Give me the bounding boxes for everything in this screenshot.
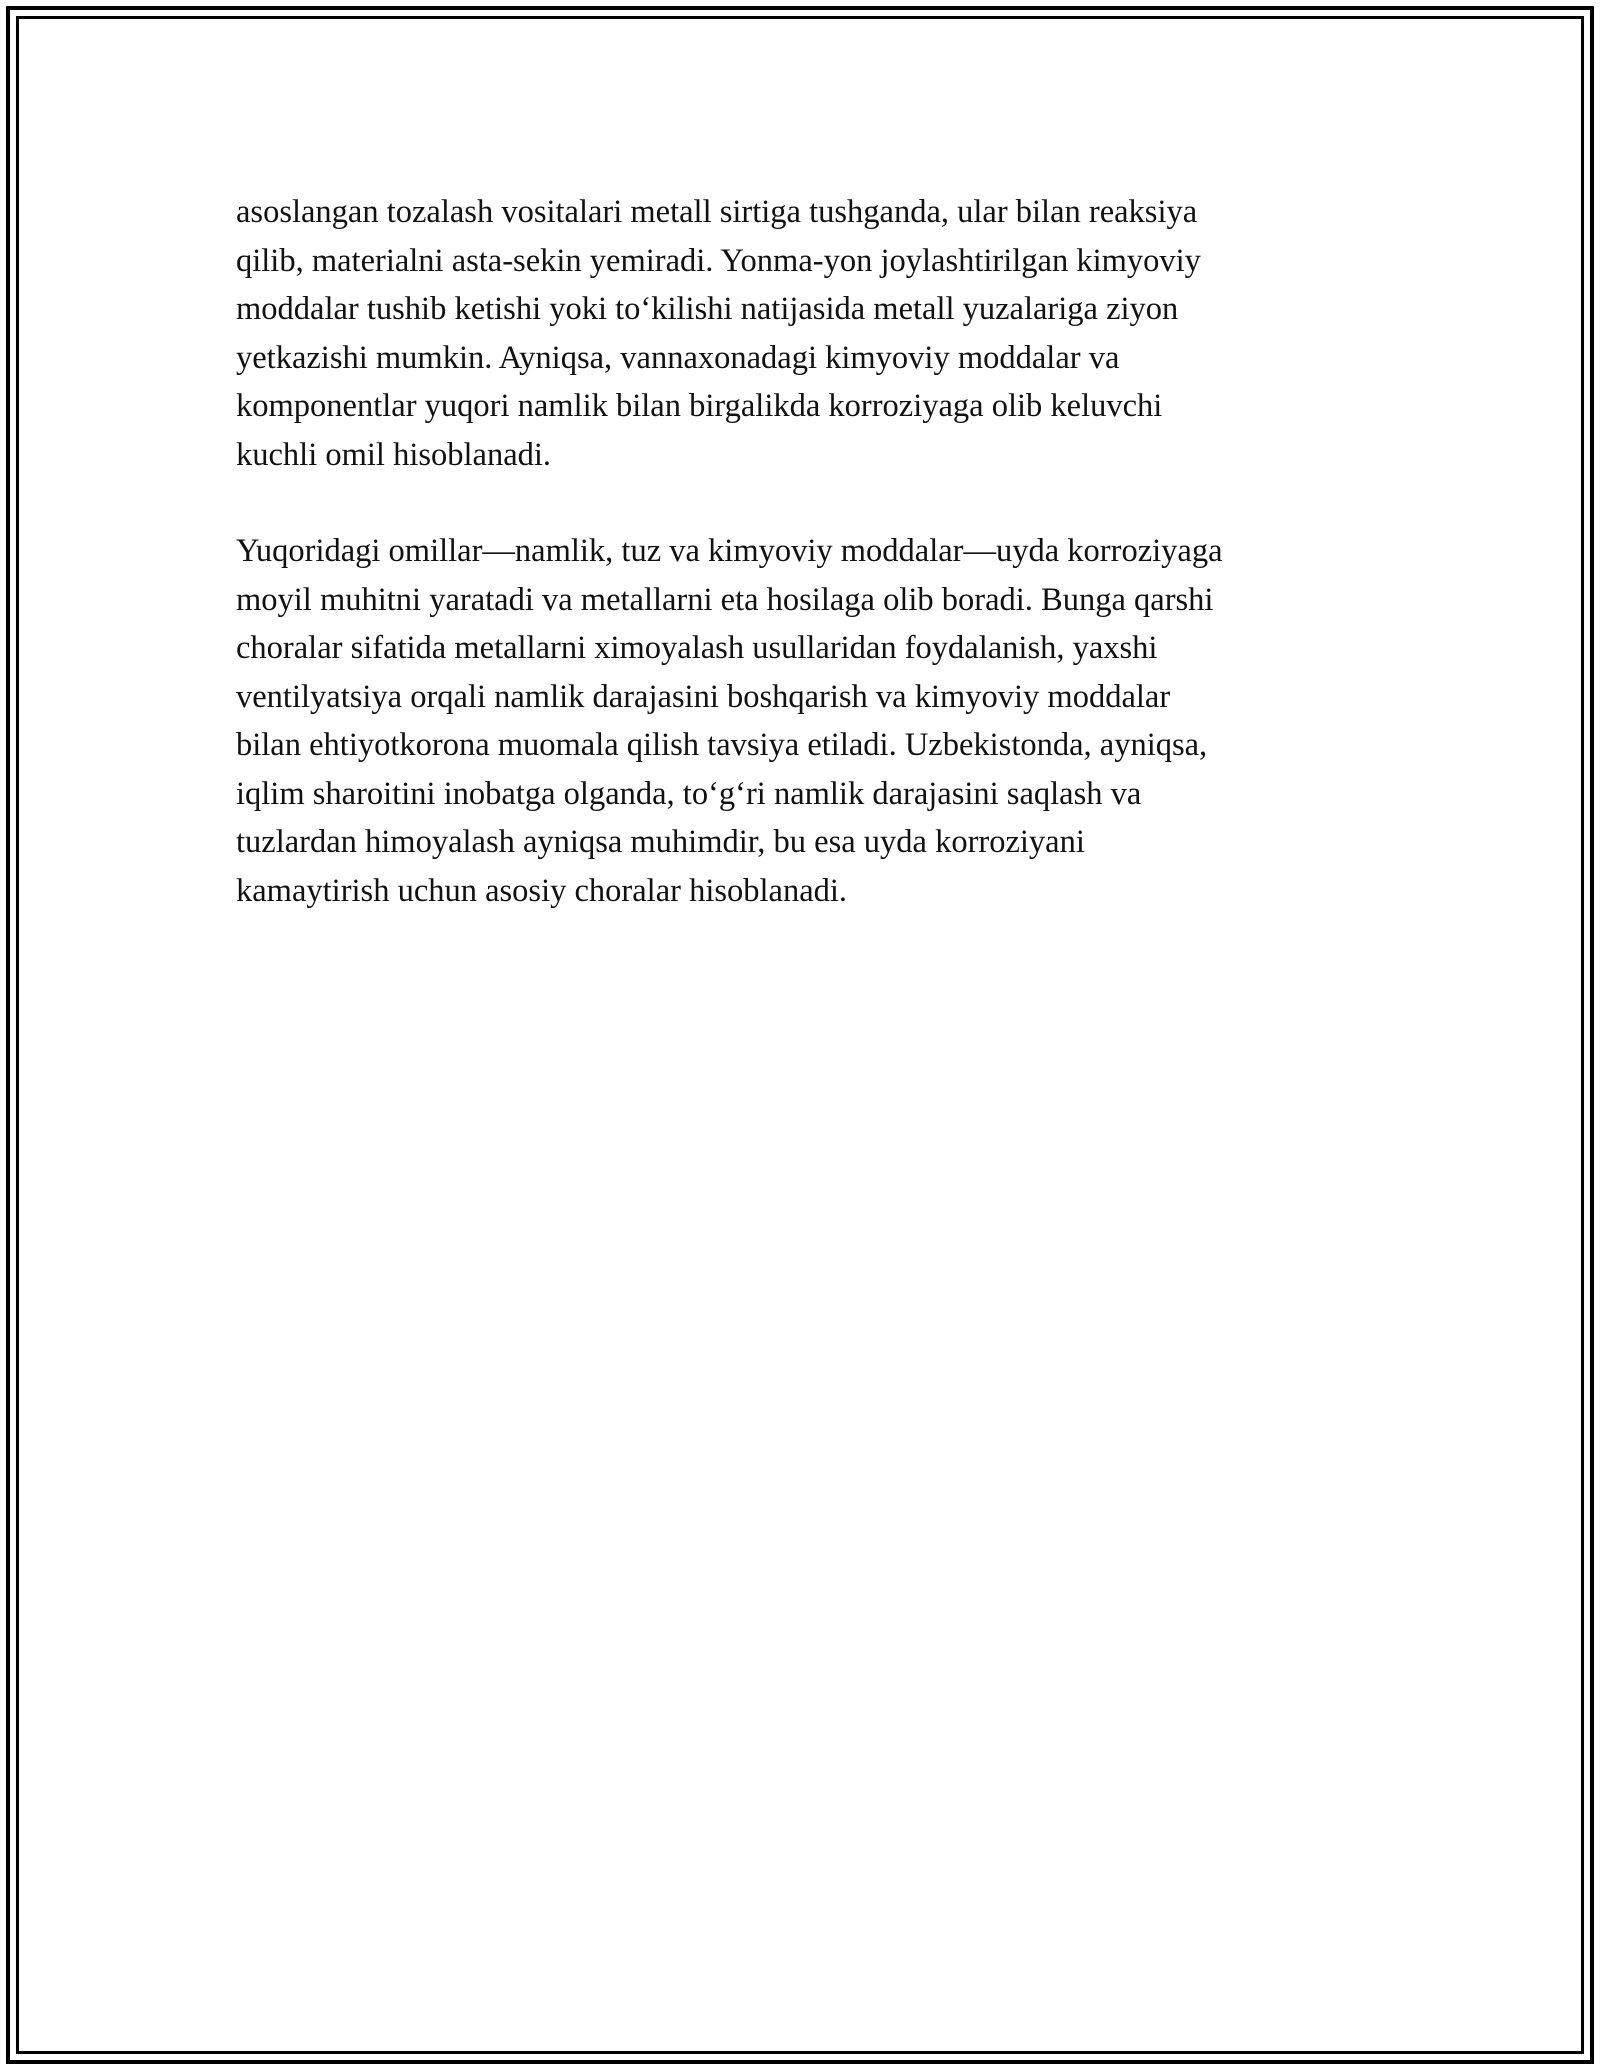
paragraph-2 (236, 527, 1366, 915)
paragraph-line: qilib, materialni asta-sekin yemiradi. Yonma-yon joylashtirilgan kimyoviy (236, 242, 1201, 279)
paragraph-line: iqlim sharoitini inobatga olganda, to‘g‘ri namlik darajasini saqlash va (236, 775, 1142, 812)
paragraph-line: choralar sifatida metallarni ximoyalash usullaridan foydalanish, yaxshi (236, 630, 1158, 666)
paragraph-line: komponentlar yuqori namlik bilan birgalikda korroziyaga olib keluvchi (236, 388, 1163, 424)
paragraph-line: asoslangan tozalash vositalari metall sirtiga tushganda, ular bilan reaksiya (236, 194, 1198, 230)
paragraph-1 (236, 188, 1366, 479)
paragraph-line: kuchli omil hisoblanadi. (236, 436, 552, 473)
paragraph-line: moyil muhitni yaratadi va metallarni eta hosilaga olib boradi. Bunga qarshi (236, 581, 1214, 618)
paragraph-line: bilan ehtiyotkorona muomala qilish tavsiya etiladi. Uzbekistonda, ayniqsa, (236, 727, 1208, 763)
document-body (236, 188, 1366, 915)
paragraph-line: ventilyatsiya orqali namlik darajasini boshqarish va kimyoviy moddalar (236, 678, 1171, 715)
paragraph-line: kamaytirish uchun asosiy choralar hisoblanadi. (236, 872, 848, 909)
paragraph-line: tuzlardan himoyalash ayniqsa muhimdir, bu esa uyda korroziyani (236, 824, 1085, 860)
paragraph-line: moddalar tushib ketishi yoki to‘kilishi natijasida metall yuzalariga ziyon (236, 291, 1179, 327)
paragraph-line: Yuqoridagi omillar—namlik, tuz va kimyoviy moddalar—uyda korroziyaga (236, 533, 1223, 569)
paragraph-line: yetkazishi mumkin. Ayniqsa, vannaxonadagi kimyoviy moddalar va (236, 339, 1120, 376)
